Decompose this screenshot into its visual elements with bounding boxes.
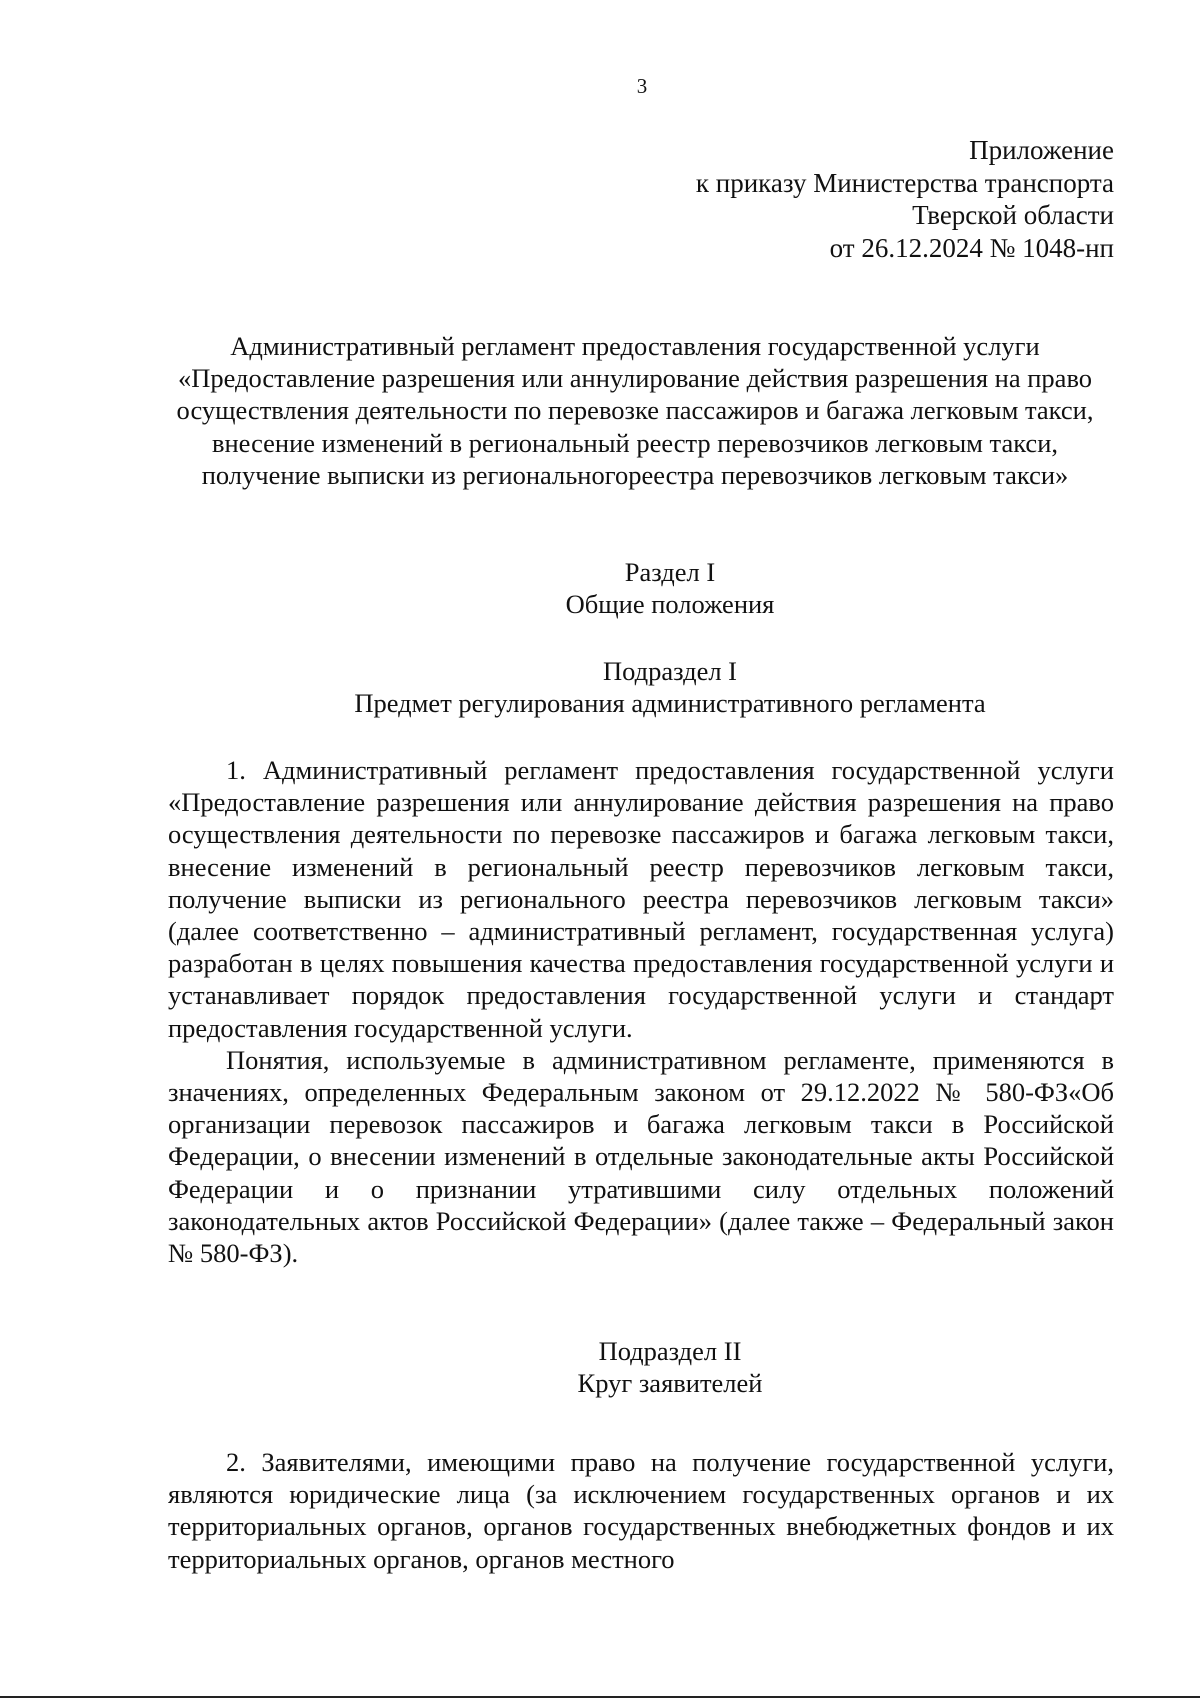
document-title: Административный регламент предоставления государственной услуги «Предоставление разрешения или аннулирование действия разрешения на право осуществления деятельности по перевозке пассажиров и багажа легковым такси, внесение изменений в региональный реестр перевозчиков легковым такси, получение выписки из региональногореестра перевозчиков легковым такси»: [176, 331, 1094, 490]
subsection-heading: [0, 655, 1200, 719]
subsection-number: Подраздел II: [598, 1336, 742, 1366]
body-text: [168, 1446, 1114, 1575]
subsection-heading: [0, 1335, 1200, 1399]
paragraph: 1. Административный регламент предоставления государственной услуги «Предоставление разрешения или аннулирование действия разрешения на право осуществления деятельности по перевозке пассажиров и багажа легковым такси, внесение изменений в региональный реестр перевозчиков легковым такси, получение выписки из регионального реестра перевозчиков легковым такси» (далее соответственно – административный регламент, государственная услуга) разработан в целях повышения качества предоставления государственной услуги и устанавливает порядок предоставления государственной услуги и стандарт предоставления государственной услуги.: [168, 755, 1114, 1043]
appendix-line: от 26.12.2024 № 1048-нп: [829, 232, 1114, 263]
section-heading: [0, 556, 1200, 620]
appendix-line: к приказу Министерства транспорта: [695, 167, 1114, 198]
appendix-block: [696, 134, 1114, 264]
paragraph: Понятия, используемые в административном регламенте, применяются в значениях, определенных Федеральным законом от 29.12.2022 № 580-ФЗ«Об организации перевозок пассажиров и багажа легковым такси в Российской Федерации, о внесении изменений в отдельные законодательные акты Российской Федерации и о признании утратившими силу отдельных положений законодательных актов Российской Федерации» (далее также – Федеральный закон № 580-ФЗ).: [168, 1044, 1114, 1269]
appendix-line: Приложение: [969, 135, 1114, 165]
subsection-name: Предмет регулирования административного регламента: [354, 688, 986, 719]
subsection-number: Подраздел I: [602, 656, 738, 686]
paragraph: 2. Заявителями, имеющими право на получение государственной услуги, являются юридические лица (за исключением государственных органов и их территориальных органов, органов государственных внебюджетных фондов и их территориальных органов, органов местного: [168, 1447, 1114, 1574]
page-number: 3: [636, 74, 648, 98]
section-number: Раздел I: [624, 557, 716, 587]
subsection-name: Круг заявителей: [577, 1368, 763, 1399]
body-text: [168, 754, 1114, 1269]
appendix-line: Тверской области: [912, 200, 1114, 230]
section-name: Общие положения: [565, 589, 775, 620]
